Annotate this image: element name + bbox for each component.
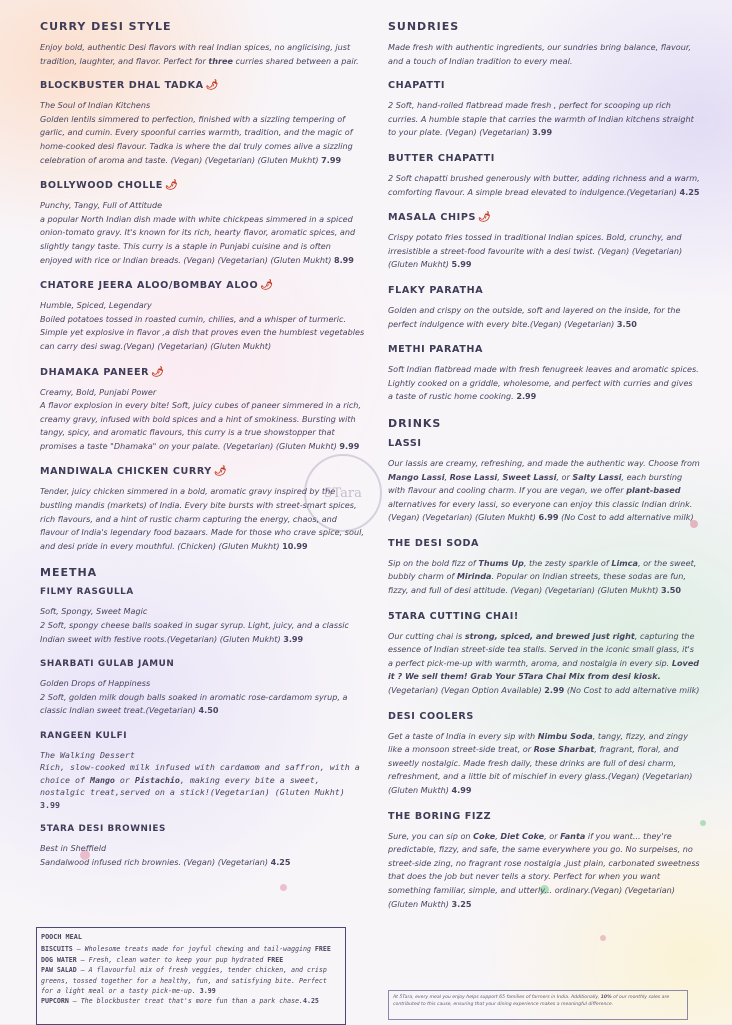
item-name: BUTTER CHAPATTI — [388, 152, 495, 164]
item-price: 3.99 — [283, 633, 304, 644]
item-price: 5.99 — [451, 259, 472, 270]
item-desc: A flavor explosion in every bite! Soft, juicy cubes of paneer simmered in a rich, creamy gravy, infused with bold spices and a hint of smokiness. Bursting with tangy, spicy, and aromatic flavours, this curry is a true showstopper that promises a taste "Dhamaka" on your palate. (Vegetarian) (Gluten Mukht) 9.99 — [40, 400, 362, 451]
item-price: 4.25 — [679, 186, 700, 197]
drinks-title: DRINKS — [388, 416, 442, 430]
item-price: 2.99 — [544, 685, 565, 696]
item-desc: Tender, juicy chicken simmered in a bold, aromatic gravy inspired by the bustling mandis (markets) of India. Every bite bursts with street-smart spices, rich flavours, and a hint of rustic charm capturing the energy, chaos, and flavour of India's legendary food bazaars. Made for those who crave spice, soul, and desi pride in every mouthful. (Chicken) (Gluten Mukht) 10.99 — [40, 486, 364, 551]
item-desc: Soft Indian flatbread made with fresh fenugreek leaves and aromatic spices. Lightly cooked on a griddle, wholesome, and perfect with curries and gives a taste of rustic home cooking. 2.99 — [388, 364, 699, 402]
item-price: 3.25 — [451, 898, 472, 909]
menu-item — [388, 344, 700, 404]
item-price: 4.50 — [198, 705, 219, 716]
menu-item — [388, 285, 700, 331]
right-column — [388, 14, 700, 924]
item-desc: Crispy potato fries tossed in traditional Indian spices. Bold, crunchy, and irresistible a street-food favourite with a desi twist. (Vegan) (Vegetarian) (Gluten Mukht) 5.99 — [388, 232, 683, 270]
item-price: 2.99 — [516, 391, 537, 402]
chili-icon: 🌶 — [477, 212, 492, 224]
decor-dot — [280, 884, 287, 891]
item-desc: Our lassis are creamy, refreshing, and made the authentic way. Choose from Mango Lassi, Rose Lassi, Sweet Lassi, or Salty Lassi, each bursting with flavour and cooling charm. If you are vegan, we offer plant-based alternatives for every lassi, so everyone can enjoy this classic Indian drink. (Vegan) (Vegetarian) (Gluten Mukht) 6.99 (No Cost to add alternative milk) — [388, 457, 700, 523]
item-desc: Sure, you can sip on Coke, Diet Coke, or Fanta if you want... they're predictable, fizzy, and safe, the same everywhere you go. No surpeises, no street-side zing, no fragrant rose nostalgia ,just plain, carbonated sweetness that does the job but never tells a story. Perfect for when you want something familiar, simple, and utterly... ordinary.(Vegan) (Vegetarian) (Gluten Mukth) 3.25 — [388, 830, 700, 909]
item-name: RANGEEN KULFI — [40, 731, 128, 741]
item-desc: Golden lentils simmered to perfection, finished with a sizzling tempering of garlic, and cumin. Every spoonful carries warmth, tradition, and the magic of home-cooked desi flavour. Tadka is where the dal truly comes alive a sizzling celebration of aroma and taste. (Vegan) (Vegetarian) (Gluten Mukht) 7.99 — [40, 113, 353, 165]
item-desc: 2 Soft, spongy cheese balls soaked in sugar syrup. Light, juicy, and a classic Indian sweet with festive roots.(Vegetarian) (Gluten Mukht) 3.99 — [40, 620, 350, 644]
menu-item — [388, 80, 700, 140]
item-tagline: Soft, Spongy, Sweet Magic — [40, 606, 148, 617]
item-name: MANDIWALA CHICKEN CURRY — [40, 466, 212, 478]
item-price: 7.99 — [321, 154, 342, 165]
item-price: 9.99 — [339, 440, 360, 451]
item-tagline: Golden Drops of Happiness — [40, 678, 151, 689]
menu-item — [40, 824, 365, 869]
item-desc: 2 Soft, hand-rolled flatbread made fresh , perfect for scooping up rich curries. A humble staple that carries the warmth of Indian kitchens straight to your plate. (Vegan) (Vegetarian) 3.99 — [388, 100, 694, 138]
pooch-item: PAW SALAD – A flavourful mix of fresh veggies, tender chicken, and crisp greens, tossed together for a healthy, fun, and satisfying bite. Perfect for a light meal or a tasty pick-me-up. 3.99 — [41, 966, 327, 996]
item-tagline: Best in Sheffield — [40, 843, 107, 854]
item-name: SHARBATI GULAB JAMUN — [40, 659, 175, 670]
chili-icon: 🌶 — [260, 280, 274, 292]
menu-item — [388, 611, 700, 698]
item-tagline: The Soul of Indian Kitchens — [40, 100, 151, 111]
item-name: DESI COOLERS — [388, 710, 474, 722]
menu-item — [388, 538, 700, 598]
pooch-item: PUPCORN – The blockbuster treat that's more fun than a park chase.4.25 — [41, 997, 319, 1006]
item-price: 10.99 — [282, 540, 308, 551]
item-name: BOLLYWOOD CHOLLE — [40, 180, 163, 192]
item-tagline: Creamy, Bold, Punjabi Power — [40, 386, 157, 397]
left-column — [40, 14, 365, 882]
menu-item — [388, 212, 700, 272]
item-name: 5TARA CUTTING CHAI! — [388, 610, 519, 622]
menu-item — [40, 587, 365, 646]
logo-text: 5Tara — [324, 485, 362, 501]
item-name: FLAKY PARATHA — [388, 284, 484, 296]
item-name: METHI PARATHA — [388, 344, 484, 356]
sundries-desc: Made fresh with authentic ingredients, our sundries bring balance, flavour, and a touch of Indian tradition to every meal. — [388, 42, 691, 66]
item-name: FILMY RASGULLA — [40, 587, 134, 598]
chili-icon: 🌶 — [205, 80, 219, 92]
item-price: 6.99 — [538, 512, 559, 523]
item-name: DHAMAKA PANEER — [40, 366, 150, 378]
item-price: 3.50 — [616, 318, 637, 329]
curry-title: CURRY DESI STYLE — [40, 20, 172, 33]
item-name: 5TARA DESI BROWNIES — [40, 824, 166, 835]
menu-item — [40, 731, 365, 811]
item-desc: Sandalwood infused rich brownies. (Vegan) (Vegetarian) 4.25 — [40, 856, 291, 867]
item-desc: Sip on the bold fizz of Thums Up, the zesty sparkle of Limca, or the sweet, bubbly charm of Mirinda. Popular on Indian streets, these sodas are fun, fizzy, and full of desi attitude. (Vegan) (Vegetarian) (Gluten Mukht) 3.50 — [388, 557, 697, 596]
pooch-item: DOG WATER – Fresh, clean water to keep your pup hydrated FREE — [41, 955, 284, 964]
charity-note: At 5Tara, every meal you enjoy helps support 65 families of farmers in India. Additionally, 10% of our monthly sales are contributed to this cause, ensuring that your dining experience makes a meaningful difference. — [388, 990, 688, 1020]
item-name: CHAPATTI — [388, 80, 446, 92]
menu-item — [40, 466, 365, 553]
item-desc: Rich, slow-cooked milk infused with cardamom and saffron, with a choice of Mango or Pistachio, making every bite a sweet, nostalgic treat,served on a stick!(Vegetarian) (Gluten Mukht) 3.99 — [40, 762, 360, 810]
item-name: MASALA CHIPS — [388, 212, 476, 224]
item-desc: Get a taste of India in every sip with Nimbu Soda, tangy, fizzy, and zingy like a monsoon street-side treat, or Rose Sharbat, fragrant, floral, and sweetly nostalgic. Made fresh daily, these drinks are full of desi charm, refreshment, and a little bit of mischief in every glass.(Vegan) (Vegetarian) (Gluten Mukth) 4.99 — [388, 730, 693, 795]
item-tagline: Punchy, Tangy, Full of Attitude — [40, 200, 163, 211]
menu-item — [40, 367, 365, 454]
chili-icon: 🌶 — [151, 366, 165, 378]
item-name: CHATORE JEERA ALOO/BOMBAY ALOO — [40, 280, 259, 292]
item-desc: a popular North Indian dish made with white chickpeas simmered in a spiced onion-tomato gravy. It's known for its rich, hearty flavor, aromatic spices, and slightly tangy taste. This curry is a staple in Punjabi cuisine and is often enjoyed with rice or Indian breads. (Vegan) (Vegetarian) (Gluten Mukht) 8.99 — [40, 213, 356, 265]
item-desc: Our cutting chai is strong, spiced, and brewed just right, capturing the essence of Indian street-side tea stalls. Served in the iconic small glass, it's a perfect pick-me-up with warmth, aroma, and nostalgia in every sip. Loved it ? We sell them! Grab Your 5Tara Chai Mix from desi kiosk. (Vegetarian) (Vegan Option Available) 2.99 (No Cost to add alternative milk) — [388, 630, 700, 696]
item-price: 3.99 — [532, 127, 553, 138]
menu-item — [40, 280, 365, 353]
item-desc: 2 Soft chapatti brushed generously with butter, adding richness and a warm, comforting flavour. A simple bread elevated to indulgence.(Vegetarian) 4.25 — [388, 172, 700, 197]
sundries-title: SUNDRIES — [388, 20, 460, 33]
menu-item — [40, 80, 365, 167]
item-desc: Boiled potatoes tossed in roasted cumin, chilies, and a whisper of turmeric. Simple yet explosive in flavor ,a dish that proves even the humblest vegetables can carry desi swag.(Vegan) (Vegetarian) (Gluten Mukht) — [40, 313, 365, 351]
meetha-title: MEETHA — [40, 566, 98, 580]
item-desc: 2 Soft, golden milk dough balls soaked in aromatic rose-cardamom syrup, a classic Indian sweet treat.(Vegetarian) 4.50 — [40, 691, 348, 716]
item-name: BLOCKBUSTER DHAL TADKA — [40, 80, 204, 92]
curry-desc: Enjoy bold, authentic Desi flavors with real Indian spices, no anglicising, just tradition, laughter, and flavor. Perfect for three curries shared between a pair. — [40, 42, 359, 66]
item-name: THE DESI SODA — [388, 537, 480, 549]
decor-dot — [600, 935, 606, 941]
item-tagline: The Walking Dessert — [40, 750, 135, 760]
pooch-meal-box — [36, 927, 346, 1025]
item-price: 8.99 — [333, 254, 354, 265]
chili-icon: 🌶 — [213, 466, 228, 478]
item-tagline: Humble, Spiced, Legendary — [40, 300, 152, 311]
menu-item — [40, 659, 365, 718]
pooch-item: BISCUITS – Wholesome treats made for joyful chewing and tail-wagging FREE — [41, 945, 331, 954]
chili-icon: 🌶 — [164, 180, 179, 192]
item-price: 4.25 — [270, 856, 291, 867]
item-price: 3.99 — [40, 799, 60, 810]
menu-item — [388, 438, 700, 525]
item-price: 4.99 — [451, 785, 472, 795]
menu-item — [40, 180, 365, 267]
menu-item — [388, 153, 700, 199]
item-name: THE BORING FIZZ — [388, 810, 492, 822]
item-name: LASSI — [388, 437, 422, 449]
item-price: 3.50 — [661, 585, 682, 596]
item-desc: Golden and crispy on the outside, soft and layered on the inside, for the perfect indulgence with every bite.(Vegan) (Vegetarian) 3.50 — [388, 304, 681, 329]
menu-item — [388, 711, 700, 798]
pooch-title: POOCH MEAL — [41, 933, 82, 941]
decor-dot — [700, 820, 706, 826]
menu-item — [388, 811, 700, 912]
